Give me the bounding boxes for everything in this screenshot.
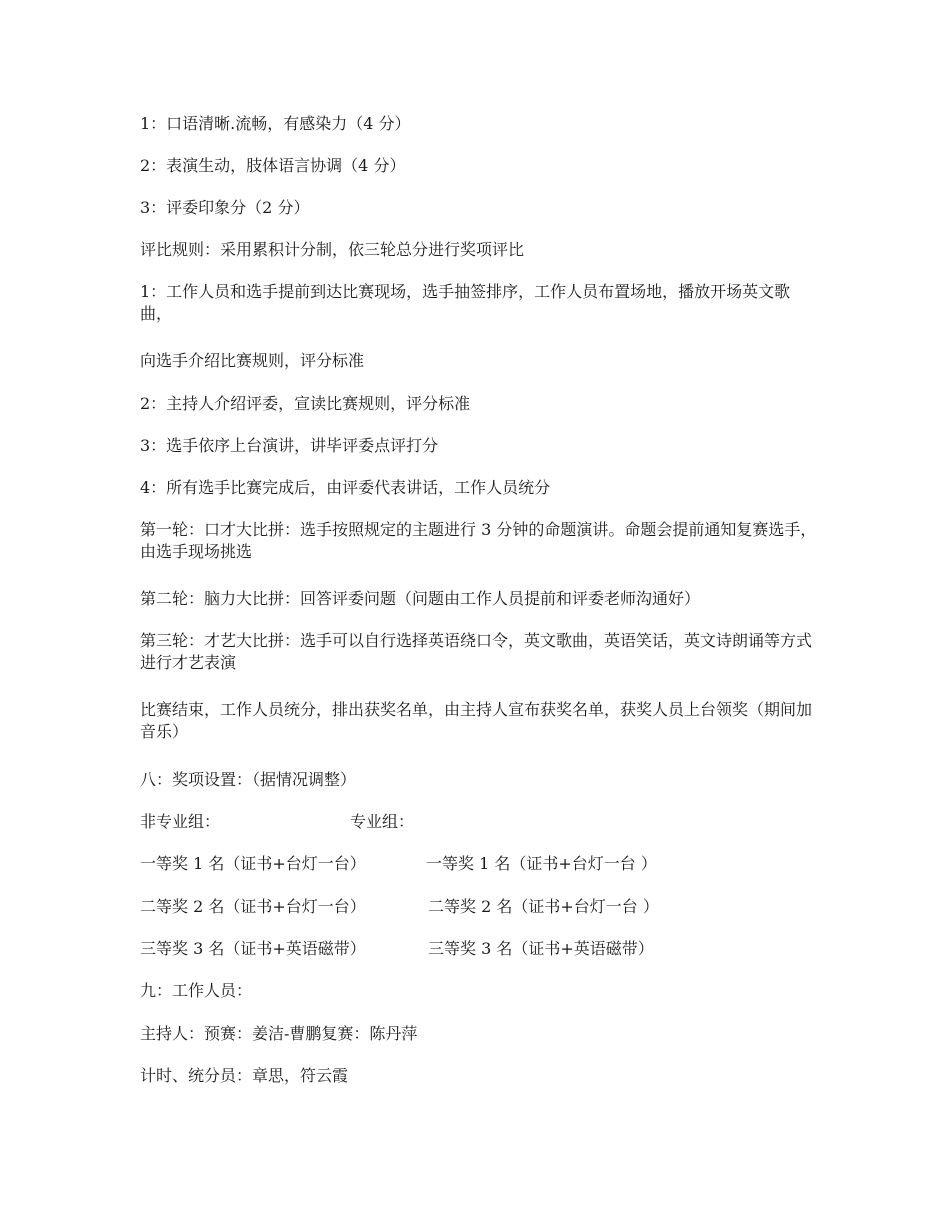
procedure-step-3: 3：选手依序上台演讲，讲毕评委点评打分: [140, 436, 439, 455]
procedure-step-2: 2：主持人介绍评委，宣读比赛规则，评分标准: [140, 394, 471, 413]
award-right: 一等奖 1 名（证书+台灯一台 ）: [426, 854, 657, 873]
professional-group-label: 专业组：: [350, 812, 415, 831]
criterion-1: 1：口语清晰.流畅，有感染力（4 分）: [140, 114, 411, 133]
award-left: 三等奖 3 名（证书+英语磁带）: [140, 939, 366, 958]
staff-heading: 九：工作人员：: [140, 981, 253, 1000]
awards-heading: 八：奖项设置：（据情况调整）: [140, 770, 357, 789]
criterion-3: 3：评委印象分（2 分）: [140, 198, 310, 217]
award-left: 二等奖 2 名（证书+台灯一台）: [140, 897, 366, 916]
procedure-step-4: 4：所有选手比赛完成后，由评委代表讲话，工作人员统分: [140, 478, 551, 497]
round-1: 第一轮：口才大比拼：选手按照规定的主题进行 3 分钟的命题演讲。命题会提前通知复赛选手，由选手现场挑选: [140, 520, 817, 561]
criterion-2: 2：表演生动，肢体语言协调（4 分）: [140, 156, 406, 175]
non-professional-group-label: 非专业组：: [140, 812, 221, 831]
staff-host: 主持人：预赛：姜洁-曹鹏复赛：陈丹萍: [140, 1024, 418, 1043]
award-right: 二等奖 2 名（证书+台灯一台 ）: [428, 897, 659, 916]
scoring-rule: 评比规则：采用累积计分制，依三轮总分进行奖项评比: [140, 240, 525, 259]
closing-note: 比赛结束，工作人员统分，排出获奖名单，由主持人宣布获奖名单，获奖人员上台领奖（期间加音乐）: [140, 700, 813, 741]
procedure-step-1-continued: 向选手介绍比赛规则，评分标准: [140, 351, 365, 370]
award-right: 三等奖 3 名（证书+英语磁带）: [428, 939, 654, 958]
round-2: 第二轮：脑力大比拼：回答评委问题（问题由工作人员提前和评委老师沟通好）: [140, 589, 701, 608]
round-3: 第三轮：才艺大比拼：选手可以自行选择英语绕口令，英文歌曲，英语笑话，英文诗朗诵等方式进行才艺表演: [140, 631, 813, 672]
staff-timekeepers: 计时、统分员：章思，符云霞: [140, 1066, 349, 1085]
procedure-step-1: 1：工作人员和选手提前到达比赛现场，选手抽签排序，工作人员布置场地，播放开场英文歌曲，: [140, 282, 791, 323]
award-left: 一等奖 1 名（证书+台灯一台）: [140, 854, 366, 873]
